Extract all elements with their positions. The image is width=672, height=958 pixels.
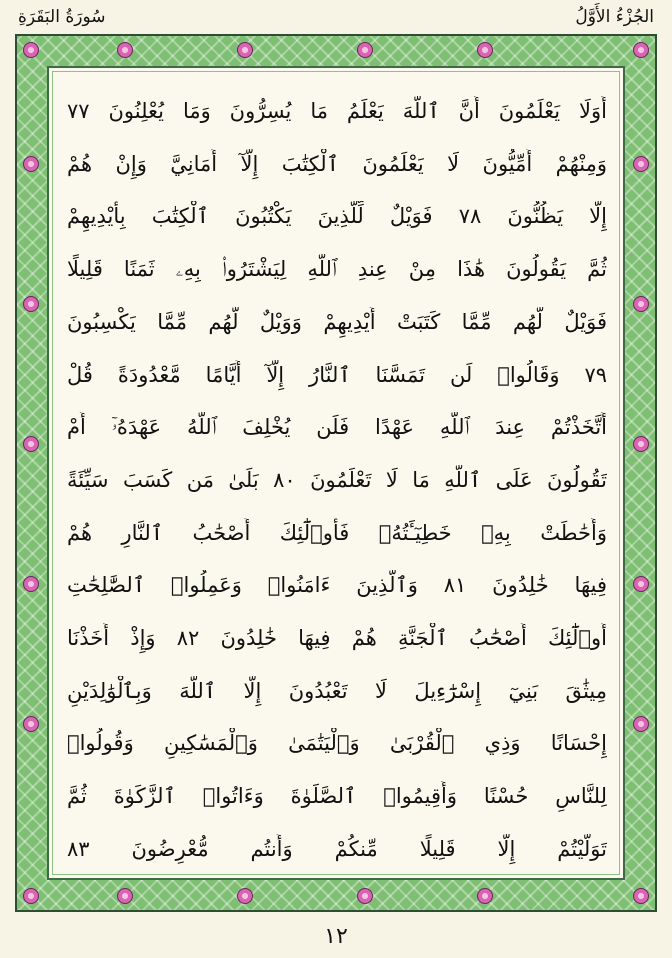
corner-flower-icon — [633, 42, 649, 58]
border-flower-icon — [633, 436, 649, 452]
page-number: ١٢ — [324, 924, 348, 949]
border-flower-icon — [23, 156, 39, 172]
border-flower-icon — [23, 576, 39, 592]
text-line: لِلنَّاسِ حُسْنًا وَأَقِيمُوا۟ ٱلصَّلَوٰةَ وَءَاتُوا۟ ٱلزَّكَوٰةَ ثُمَّ — [67, 784, 607, 809]
surah-title: سُورَةُ البَقَرَةِ — [18, 7, 106, 27]
border-flower-icon — [633, 156, 649, 172]
border-flower-icon — [357, 42, 373, 58]
corner-flower-icon — [23, 42, 39, 58]
border-flower-icon — [237, 888, 253, 904]
ornamental-border — [15, 34, 657, 912]
text-line: ٧٩ وَقَالُوا۟ لَن تَمَسَّنَا ٱلنَّارُ إِلَّآ أَيَّامًا مَّعْدُودَةً قُلْ — [67, 362, 607, 387]
border-flower-icon — [633, 716, 649, 732]
corner-flower-icon — [23, 888, 39, 904]
text-line: أَتَّخَذْتُمْ عِندَ ٱللَّهِ عَهْدًا فَلَن يُخْلِفَ ٱللَّهُ عَهْدَهُۥٓ أَمْ — [67, 415, 607, 440]
text-line: أُو۟لَٰٓئِكَ أَصْحَٰبُ ٱلْجَنَّةِ هُمْ فِيهَا خَٰلِدُونَ ٨٢ وَإِذْ أَخَذْنَا — [67, 626, 607, 651]
border-flower-icon — [23, 296, 39, 312]
border-flower-icon — [23, 716, 39, 732]
text-line: إِحْسَانًا وَذِي ٱلْقُرْبَىٰ وَٱلْيَتَٰمَىٰ وَٱلْمَسَٰكِينِ وَقُولُوا۟ — [67, 731, 607, 756]
border-flower-icon — [633, 296, 649, 312]
text-line: فِيهَا خَٰلِدُونَ ٨١ وَٱلَّذِينَ ءَامَنُوا۟ وَعَمِلُوا۟ ٱلصَّٰلِحَٰتِ — [67, 573, 607, 598]
text-line: مِيثَٰقَ بَنِيٓ إِسْرَٰٓءِيلَ لَا تَعْبُدُونَ إِلَّا ٱللَّهَ وَبِٱلْوَٰلِدَيْنِ — [67, 678, 607, 703]
text-line: ثُمَّ يَقُولُونَ هَٰذَا مِنْ عِندِ ٱللَّهِ لِيَشْتَرُوا۟ بِهِۦ ثَمَنًا قَلِيلًا — [67, 257, 607, 282]
quran-text — [67, 96, 607, 866]
text-line: فَوَيْلٌ لَّهُم مِّمَّا كَتَبَتْ أَيْدِيهِمْ وَوَيْلٌ لَّهُم مِّمَّا يَكْسِبُونَ — [67, 309, 607, 334]
text-line: إِلَّا يَظُنُّونَ ٧٨ فَوَيْلٌ لِّلَّذِينَ يَكْتُبُونَ ٱلْكِتَٰبَ بِأَيْدِيهِمْ — [67, 204, 607, 229]
border-flower-icon — [477, 42, 493, 58]
border-flower-icon — [357, 888, 373, 904]
text-line: تَقُولُونَ عَلَى ٱللَّهِ مَا لَا تَعْلَمُونَ ٨٠ بَلَىٰ مَن كَسَبَ سَيِّئَةً — [67, 467, 607, 492]
border-flower-icon — [117, 888, 133, 904]
text-line: أَوَلَا يَعْلَمُونَ أَنَّ ٱللَّهَ يَعْلَمُ مَا يُسِرُّونَ وَمَا يُعْلِنُونَ ٧٧ — [67, 99, 607, 123]
border-flower-icon — [23, 436, 39, 452]
text-line: تَوَلَّيْتُمْ إِلَّا قَلِيلًا مِّنكُمْ وَأَنتُم مُّعْرِضُونَ ٨٣ — [67, 836, 607, 861]
text-line: وَمِنْهُمْ أُمِّيُّونَ لَا يَعْلَمُونَ ٱلْكِتَٰبَ إِلَّآ أَمَانِيَّ وَإِنْ هُمْ — [67, 151, 607, 176]
page-header — [18, 4, 654, 30]
corner-flower-icon — [633, 888, 649, 904]
border-flower-icon — [477, 888, 493, 904]
border-flower-icon — [633, 576, 649, 592]
border-flower-icon — [237, 42, 253, 58]
juz-title: الجُزْءُ الأَوَّلُ — [575, 7, 654, 27]
text-line: وَأَحَٰطَتْ بِهِۦ خَطِيٓـَٔتُهُۥ فَأُو۟لَٰٓئِكَ أَصْحَٰبُ ٱلنَّارِ هُمْ — [67, 520, 607, 545]
border-flower-icon — [117, 42, 133, 58]
